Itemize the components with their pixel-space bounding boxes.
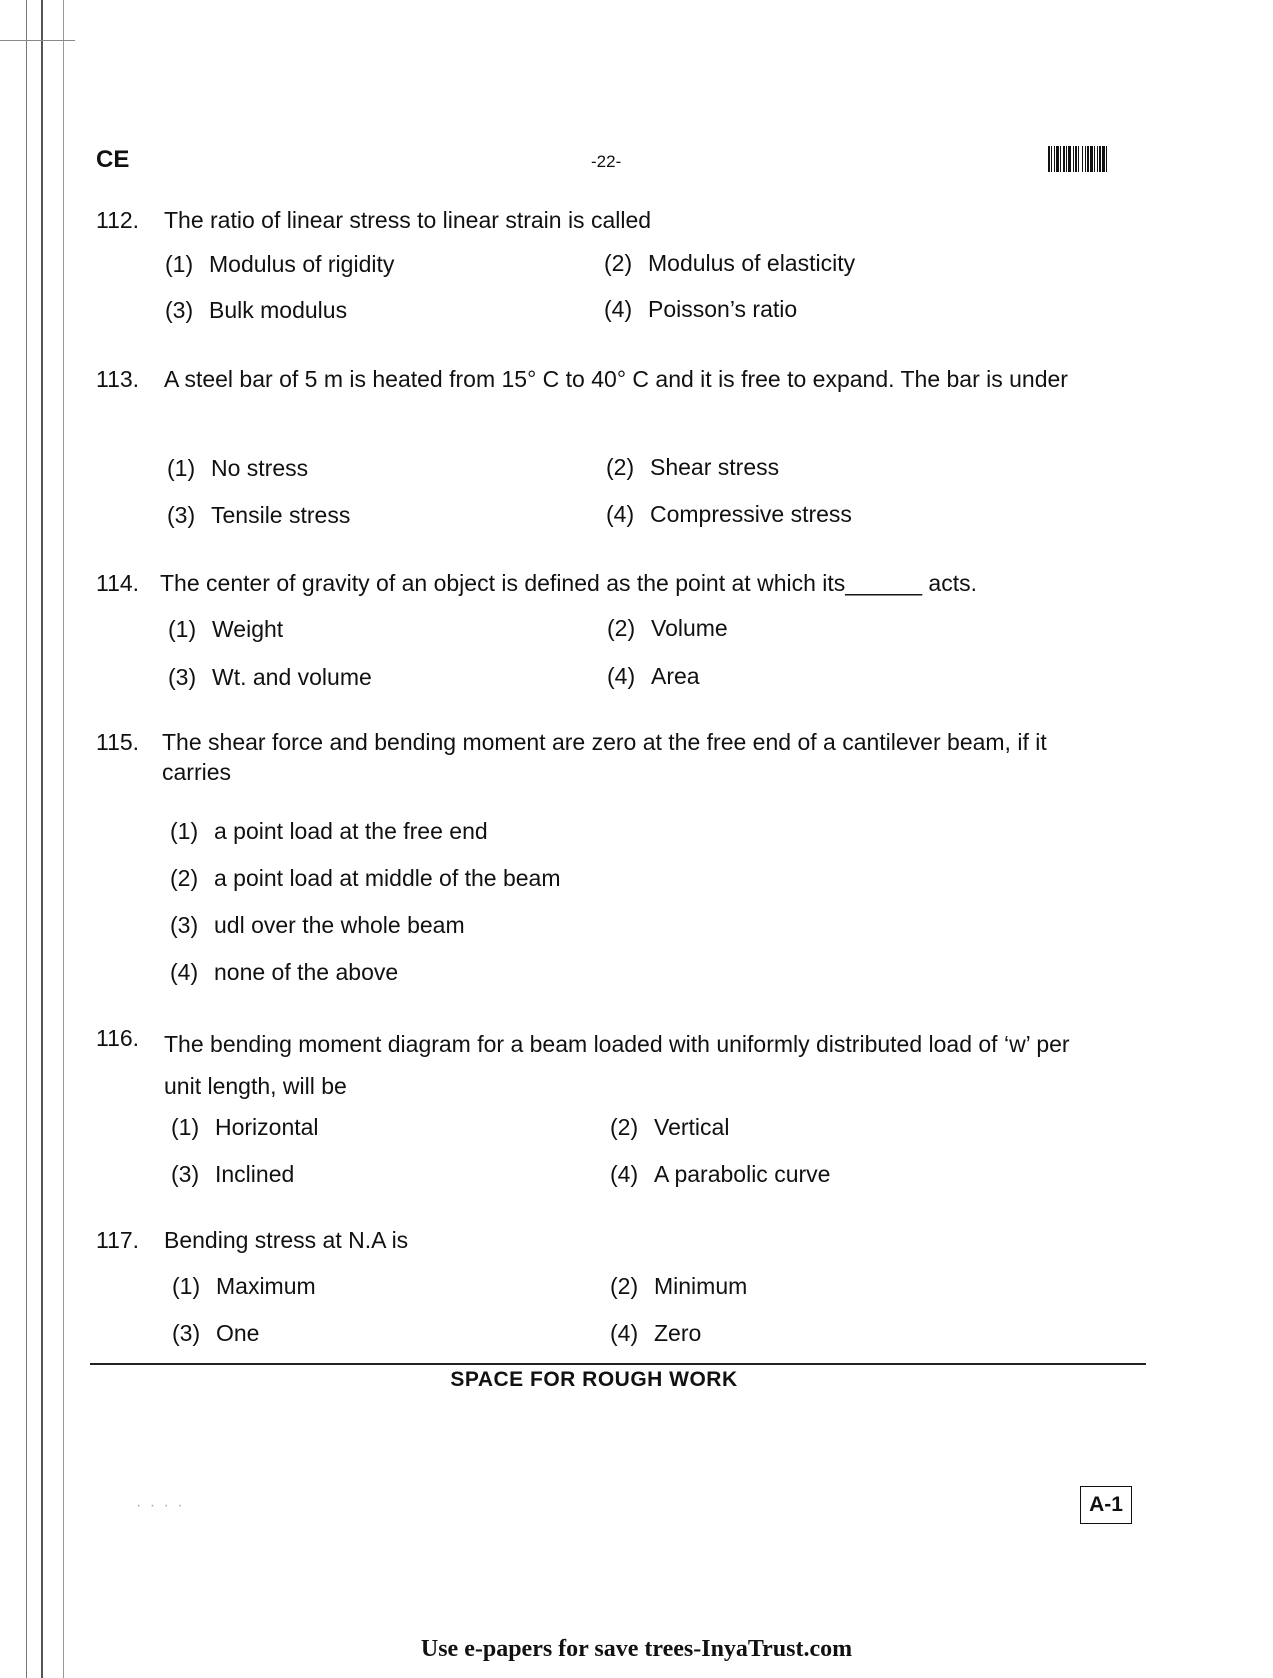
barcode-icon — [1048, 146, 1145, 172]
rough-work-label: SPACE FOR ROUGH WORK — [450, 1368, 738, 1391]
page-header — [96, 146, 1133, 178]
question-text: The bending moment diagram for a beam loaded with uniformly distributed load of ‘w’ per unit length, will be — [164, 1031, 1070, 1099]
divider — [90, 1363, 1146, 1365]
option: (3) Bulk modulus — [165, 297, 348, 323]
question-number: 117. — [96, 1227, 140, 1253]
option: (4) Area — [607, 663, 700, 689]
corner-mark — [0, 40, 75, 41]
faint-stamp: · · · · — [136, 1497, 185, 1514]
question-number: 113. — [96, 366, 140, 392]
question-text: The center of gravity of an object is defined as the point at which its______ acts. — [160, 570, 977, 596]
question-number: 115. — [96, 729, 140, 755]
option: (3) udl over the whole beam — [170, 912, 465, 938]
option: (4) Compressive stress — [606, 501, 852, 527]
option: (2) Modulus of elasticity — [604, 250, 856, 276]
option: (3) Tensile stress — [167, 502, 351, 528]
page-number: -22- — [591, 152, 622, 171]
option: (3) Inclined — [171, 1161, 295, 1187]
option: (4) Zero — [610, 1320, 702, 1346]
option: (4) Poisson’s ratio — [604, 296, 798, 322]
option: (1) Modulus of rigidity — [165, 251, 395, 277]
option: (1) a point load at the free end — [170, 818, 488, 844]
question-number: 112. — [96, 207, 140, 233]
binding-line — [41, 0, 43, 1678]
option: (4) none of the above — [170, 959, 399, 985]
binding-line — [63, 0, 64, 1678]
question-text: The ratio of linear stress to linear strain is called — [164, 207, 652, 233]
barcode-bar — [1107, 146, 1109, 172]
option: (1) Maximum — [172, 1273, 316, 1299]
question-text: The shear force and bending moment are zero at the free end of a cantilever beam, if it carries — [162, 729, 1047, 785]
option: (3) Wt. and volume — [168, 664, 372, 690]
option: (2) Volume — [607, 615, 728, 641]
option: (1) No stress — [167, 455, 309, 481]
question-number: 114. — [96, 570, 140, 596]
option: (2) Vertical — [610, 1114, 730, 1140]
question-text: A steel bar of 5 m is heated from 15° C to 40° C and it is free to expand. The bar is under — [164, 366, 1068, 392]
option: (4) A parabolic curve — [610, 1161, 831, 1187]
option: (1) Horizontal — [171, 1114, 319, 1140]
series-code-box: A-1 — [1080, 1486, 1132, 1524]
option: (3) One — [172, 1320, 260, 1346]
paper-code: CE — [96, 146, 130, 173]
binding-line — [26, 0, 27, 1678]
footer-text: Use e-papers for save trees-InyaTrust.com — [420, 1636, 853, 1662]
option: (2) Shear stress — [606, 454, 780, 480]
question-number: 116. — [96, 1025, 140, 1051]
option: (2) a point load at middle of the beam — [170, 865, 561, 891]
question-text: Bending stress at N.A is — [164, 1227, 409, 1253]
option: (1) Weight — [168, 616, 284, 642]
option: (2) Minimum — [610, 1273, 748, 1299]
